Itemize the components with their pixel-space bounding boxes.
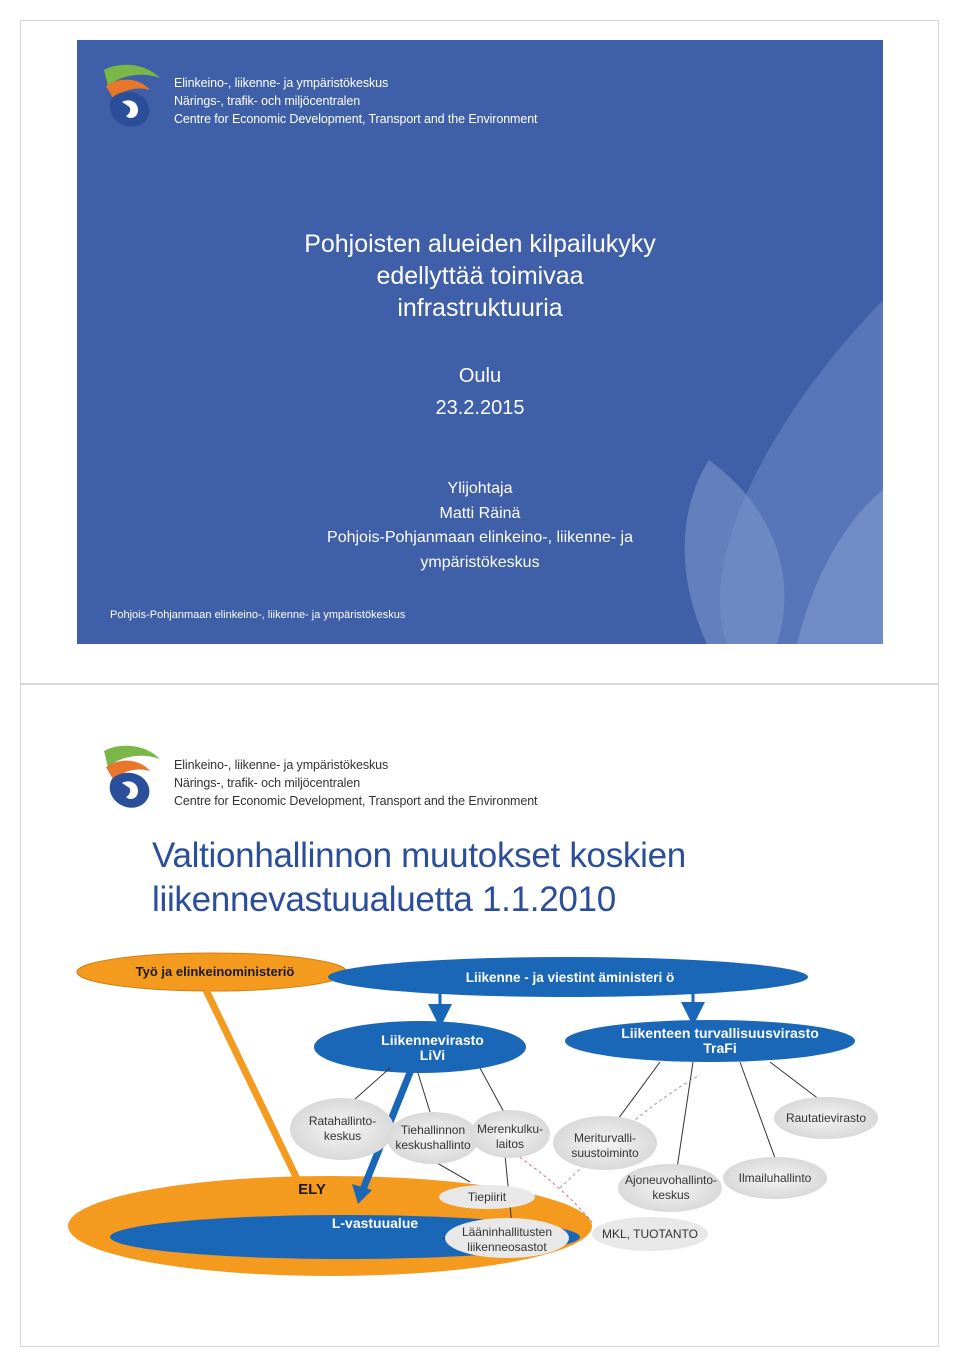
merenkulku-line: laitos [495,1137,524,1151]
slide-footer: Pohjois-Pohjanmaan elinkeino-, liikenne- ja ympäristökeskus [110,609,406,621]
presenter-org-line: Pohjois-Pohjanmaan elinkeino-, liikenne- ja [327,529,633,546]
trafi-line: Liikenteen turvallisuusvirasto [621,1025,819,1041]
trafi-line: TraFi [703,1040,737,1056]
ratahallinto-line: keskus [323,1129,362,1143]
presenter-name: Matti Räinä [439,504,521,522]
meriturvallisuus-label [552,1131,658,1161]
lvastuualue-label: L-vastuualue [331,1215,419,1231]
presenter-org-line: ympäristökeskus [420,553,540,571]
tiepiirit-label: Tiepiirit [467,1190,507,1204]
lvm-label: Liikenne - ja viestint äministeri ö [465,970,675,985]
org-line-en: Centre for Economic Development, Transport and the Environment [174,794,538,808]
org-line-sv: Närings-, trafik- och miljöcentralen [174,776,361,790]
meriturvallisuus-line: Meriturvalli- [573,1131,636,1145]
org-line-fi: Elinkeino-, liikenne- ja ympäristökeskus [174,758,389,772]
date: 23.2.2015 [435,397,525,419]
merenkulku-line: Merenkulku- [476,1122,544,1136]
presenter-role: Ylijohtaja [447,480,513,497]
title-line: Valtionhallinnon muutokset koskien [152,836,686,875]
org-line-sv: Närings-, trafik- och miljöcentralen [174,94,361,108]
laaninhallitus-line: Lääninhallitusten [461,1225,553,1239]
livi-label [340,1033,525,1063]
tem-to-ely-arrow [206,990,300,1185]
tiehallinto-line: Tiehallinnon [400,1123,466,1137]
ajoneuvo-label [616,1173,726,1203]
rautatievirasto-label: Rautatievirasto [785,1111,867,1125]
ajoneuvo-line: Ajoneuvohallinto- [624,1173,718,1187]
trafi-label [570,1026,870,1056]
tiehallinto-label [385,1123,481,1153]
ratahallinto-label [290,1114,395,1144]
tiehallinto-line: keskushallinto [395,1138,471,1152]
ely-label: ELY [298,1181,326,1198]
ajoneuvo-line: keskus [652,1188,690,1202]
org-line-fi: Elinkeino-, liikenne- ja ympäristökeskus [174,76,389,90]
ilmailu-label: Ilmailuhallinto [738,1171,812,1185]
livi-line: Liikennevirasto [381,1032,484,1048]
laaninhallitus-label [446,1225,568,1255]
merenkulku-label [470,1122,550,1152]
title-line: edellyttää toimivaa [376,262,584,290]
place: Oulu [458,365,502,387]
meriturvallisuus-line: suustoiminto [571,1146,639,1160]
org-line-en: Centre for Economic Development, Transport and the Environment [174,112,538,126]
livi-line: LiVi [419,1047,446,1063]
title-line: liikennevastuualuetta 1.1.2010 [152,880,616,919]
tem-label: Työ ja elinkeinoministeriö [135,964,295,979]
mkl-label: MKL, TUOTANTO [601,1227,698,1241]
title-line: infrastruktuuria [397,294,563,322]
ratahallinto-line: Ratahallinto- [308,1114,377,1128]
laaninhallitus-line: liikenneosastot [467,1240,547,1254]
title-line: Pohjoisten alueiden kilpailukyky [304,230,656,258]
